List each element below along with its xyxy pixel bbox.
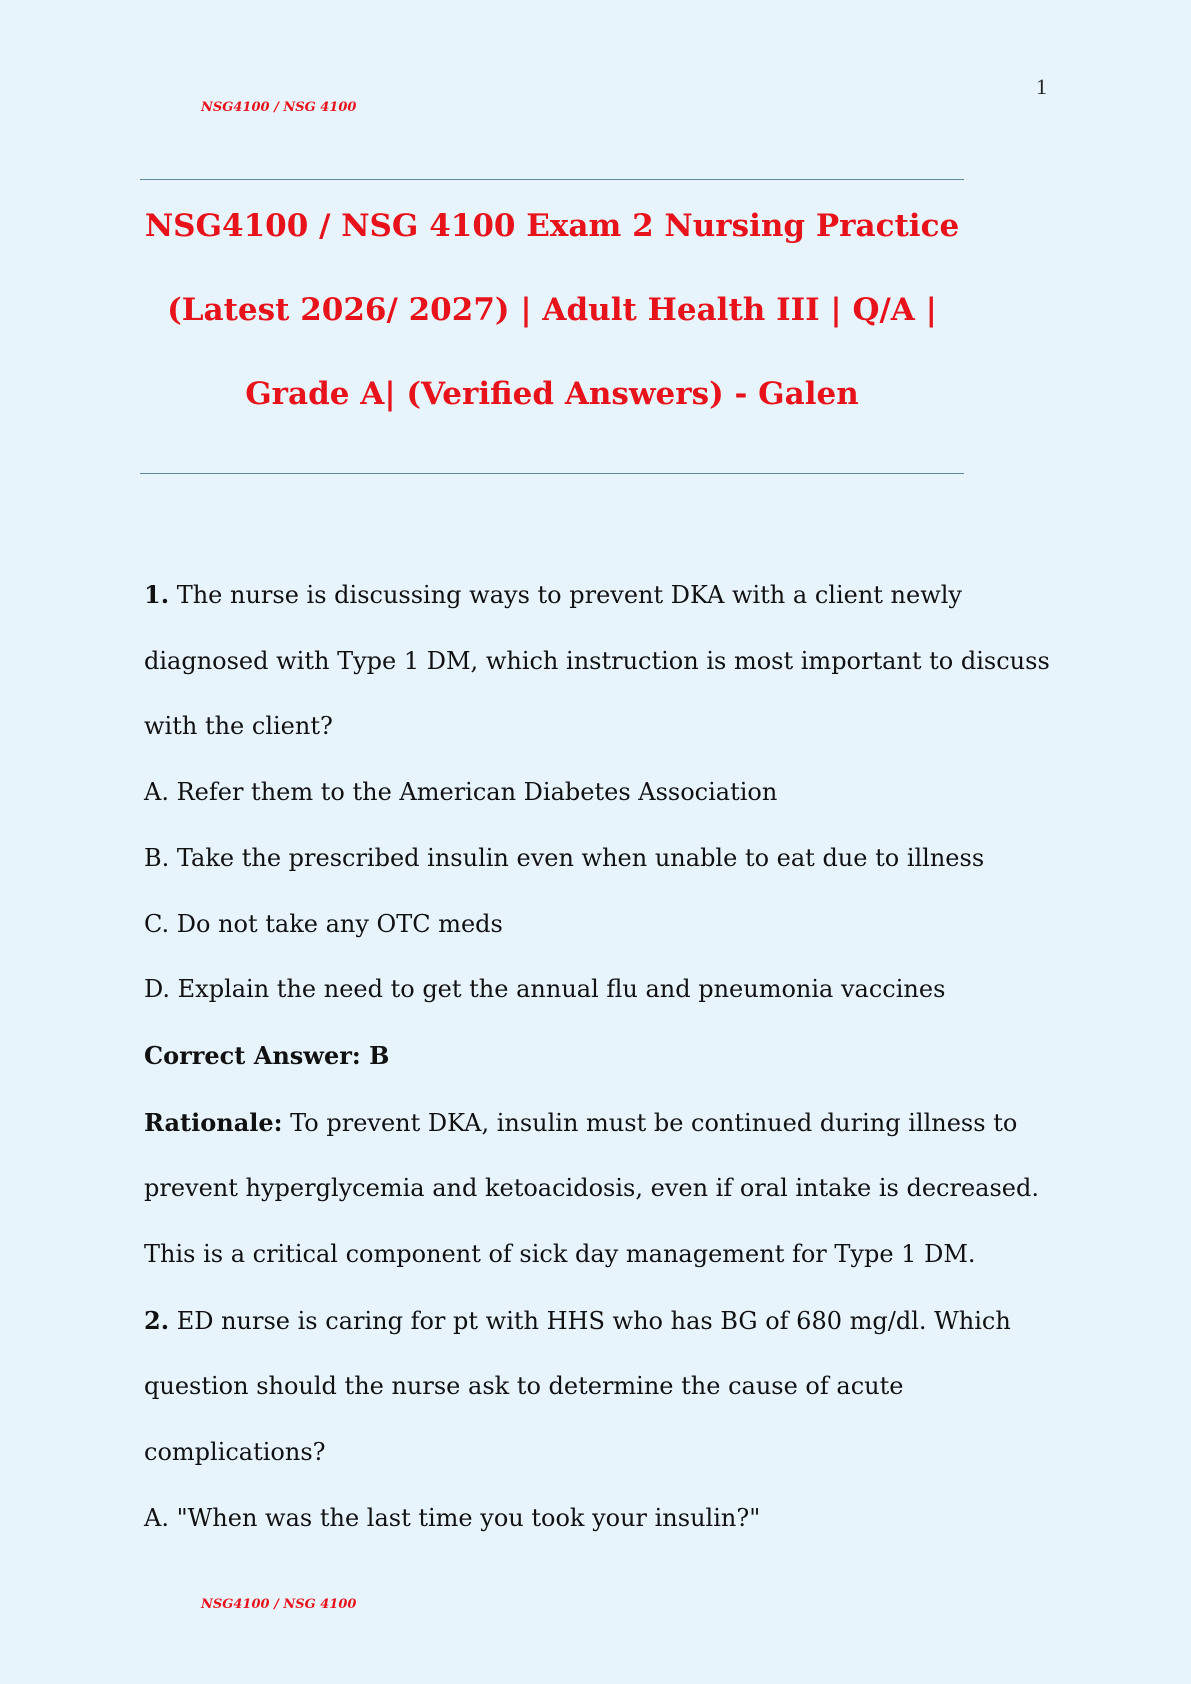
answer-option-a: A. "When was the last time you took your insulin?" [144, 1503, 761, 1532]
question-stem-line: 2. ED nurse is caring for pt with HHS who has BG of 680 mg/dl. Which [144, 1305, 1011, 1335]
rationale-line: Rationale: To prevent DKA, insulin must be continued during illness to [144, 1107, 1018, 1137]
question-number: 2. [144, 1305, 170, 1335]
rationale-line: prevent hyperglycemia and ketoacidosis, even if oral intake is decreased. [144, 1174, 1039, 1203]
question-stem-line: complications? [144, 1438, 326, 1467]
correct-answer: Correct Answer: B [144, 1040, 390, 1070]
answer-option-c: C. Do not take any OTC meds [144, 909, 503, 938]
question-1 [144, 562, 1050, 1288]
page-number: 1 [1036, 74, 1047, 99]
question-content [144, 562, 1050, 1552]
question-stem-line: question should the nurse ask to determine the cause of acute [144, 1372, 904, 1401]
answer-option-b: B. Take the prescribed insulin even when unable to eat due to illness [144, 843, 985, 872]
title-line-1: NSG4100 / NSG 4100 Exam 2 Nursing Practice [144, 208, 960, 244]
question-number: 1. [144, 580, 170, 609]
title-rule-top [140, 179, 964, 180]
answer-option-a: A. Refer them to the American Diabetes Association [144, 778, 778, 807]
answer-option-d: D. Explain the need to get the annual flu and pneumonia vaccines [144, 975, 946, 1004]
document-title [140, 184, 964, 436]
question-stem-line: 1. The nurse is discussing ways to prevent DKA with a client newly [144, 580, 962, 609]
title-line-2: (Latest 2026/ 2027) | Adult Health III | Q/A | [167, 292, 937, 328]
question-stem-line: diagnosed with Type 1 DM, which instruction is most important to discuss [144, 646, 1050, 675]
title-line-3: Grade A| (Verified Answers) - Galen [245, 376, 859, 412]
rationale-label: Rationale: [144, 1107, 283, 1137]
running-header: NSG4100 / NSG 4100 [201, 100, 357, 115]
question-2 [144, 1288, 1044, 1552]
running-footer: NSG4100 / NSG 4100 [201, 1597, 357, 1612]
title-rule-bottom [140, 473, 964, 474]
rationale-line: This is a critical component of sick day management for Type 1 DM. [144, 1240, 976, 1269]
question-stem-line: with the client? [144, 712, 333, 741]
